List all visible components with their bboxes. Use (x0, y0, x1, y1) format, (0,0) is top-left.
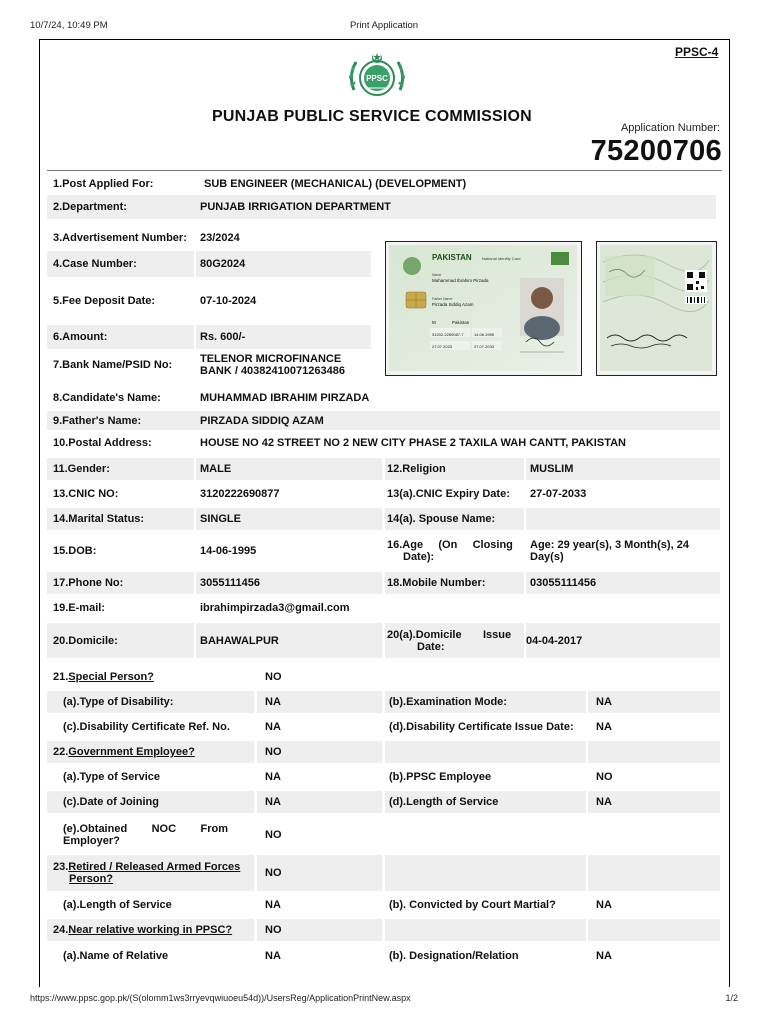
near-relative-value: NO (257, 919, 382, 941)
advertisement-value: 23/2024 (200, 232, 240, 244)
age-label-line1: 16.Age (On Closing (387, 539, 513, 551)
domicile-issue-label-line2: Date: (417, 640, 445, 653)
bank-value-line2: BANK / 40382410071263486 (200, 365, 345, 377)
ppsc-logo (344, 50, 410, 102)
case-value: 80G2024 (196, 251, 371, 277)
noc-label-line1: (e).Obtained NOC From (63, 823, 229, 835)
candidate-name-label: 8.Candidate's Name: (53, 392, 161, 404)
relative-name-value: NA (265, 950, 281, 962)
row-email (47, 598, 720, 618)
cnic-expiry-value: 27-07-2033 (530, 488, 587, 500)
domicile-issue-value: 04-04-2017 (526, 623, 720, 658)
certificate-ref-value: NA (265, 721, 281, 733)
designation-value: NA (596, 950, 612, 962)
commission-name: PUNJAB PUBLIC SERVICE COMMISSION (212, 108, 532, 125)
near-relative-blank-value (588, 919, 720, 941)
cnic-front-image (385, 241, 582, 376)
row-armed-service-length (47, 894, 720, 916)
certificate-ref-label: (c).Disability Certificate Ref. No. (63, 721, 230, 733)
amount-label: 6.Amount: (47, 325, 194, 349)
ppsc-employee-label: (b).PPSC Employee (389, 771, 492, 783)
designation-label: (b). Designation/Relation (389, 950, 519, 962)
row-noc (47, 817, 720, 853)
domicile-issue-label (385, 623, 524, 658)
marital-label: 14.Marital Status: (47, 508, 194, 530)
age-value-line2: Day(s) (530, 551, 564, 563)
domicile-value: BAHAWALPUR (196, 623, 382, 658)
certificate-date-value: NA (596, 721, 612, 733)
gender-value: MALE (196, 458, 382, 480)
row-domicile (47, 623, 720, 658)
armed-length-label: (a).Length of Service (63, 899, 172, 911)
noc-value: NO (265, 829, 282, 841)
near-relative-blank (385, 919, 586, 941)
card-date-of-expiry: 27.07.2033 (474, 344, 495, 349)
religion-label: 12.Religion (385, 458, 524, 480)
row-marital (47, 508, 720, 530)
government-employee-label (47, 741, 254, 763)
card-name: Muhammad Ibrahim Pirzada (432, 278, 489, 283)
case-label: 4.Case Number: (47, 251, 194, 277)
armed-forces-question-line1: Retired / Released Armed Forces (68, 861, 241, 873)
print-header (30, 20, 738, 34)
card-gender: M (432, 320, 436, 325)
row-government-employee (47, 741, 720, 763)
row-cnic (47, 483, 720, 505)
noc-label (63, 817, 249, 853)
age-label (387, 534, 521, 568)
armed-forces-blank-value (588, 855, 720, 891)
card-country: PAKISTAN (432, 253, 472, 262)
ppsc-employee-value: NO (596, 771, 613, 783)
special-person-prefix: 21. (53, 671, 69, 683)
row-candidate-name (47, 390, 720, 406)
row-bank (47, 351, 371, 379)
father-name-value: PIRZADA SIDDIQ AZAM (200, 414, 324, 427)
dob-value: 14-06-1995 (200, 545, 257, 557)
mobile-label: 18.Mobile Number: (385, 572, 524, 594)
department-label: 2.Department: (53, 201, 127, 213)
print-footer (30, 993, 738, 1007)
row-fee-date (47, 287, 371, 314)
armed-forces-label (47, 855, 254, 891)
court-martial-label: (b). Convicted by Court Martial? (389, 899, 556, 911)
card-date-of-birth: 14.06.1995 (474, 332, 495, 337)
row-disability-type (47, 691, 720, 713)
joining-label: (c).Date of Joining (47, 791, 254, 813)
row-department (47, 195, 716, 219)
row-post (47, 175, 720, 192)
service-type-value: NA (265, 771, 281, 783)
advertisement-label: 3.Advertisement Number: (53, 232, 187, 244)
mobile-value: 03055111456 (526, 572, 720, 594)
cnic-label: 13.CNIC NO: (53, 488, 119, 500)
service-type-label: (a).Type of Service (63, 771, 160, 783)
government-employee-value: NO (257, 741, 382, 763)
domicile-label: 20.Domicile: (47, 623, 194, 658)
row-father-name (47, 411, 720, 430)
spouse-label: 14(a). Spouse Name: (385, 508, 524, 530)
government-employee-blank-value (588, 741, 720, 763)
row-joining (47, 791, 720, 813)
armed-forces-prefix: 23. (53, 861, 69, 873)
amount-value: Rs. 600/- (196, 325, 371, 349)
address-value: HOUSE NO 42 STREET NO 2 NEW CITY PHASE 2 TAXILA WAH CANTT, PAKISTAN (200, 437, 626, 449)
cnic-value: 3120222690877 (200, 488, 280, 500)
religion-value: MUSLIM (526, 458, 720, 480)
print-page-title: Print Application (349, 20, 419, 31)
row-armed-forces (47, 855, 720, 891)
print-datetime: 10/7/24, 10:49 PM (30, 20, 108, 31)
gender-label: 11.Gender: (47, 458, 194, 480)
spouse-value (526, 508, 720, 530)
department-value: PUNJAB IRRIGATION DEPARTMENT (200, 201, 391, 213)
card-identity-number: 31202-2269087-7 (432, 332, 464, 337)
fee-date-label: 5.Fee Deposit Date: (53, 294, 156, 307)
joining-value: NA (257, 791, 382, 813)
dob-label: 15.DOB: (53, 545, 97, 557)
cnic-expiry-label: 13(a).CNIC Expiry Date: (387, 488, 510, 500)
domicile-issue-label-line1: 20(a).Domicile Issue (387, 628, 512, 641)
row-disability-certificate (47, 716, 720, 738)
phone-label: 17.Phone No: (47, 572, 194, 594)
age-value-line1: Age: 29 year(s), 3 Month(s), 24 (530, 539, 689, 551)
form-code: PPSC-4 (675, 45, 719, 59)
exam-mode-value: NA (588, 691, 720, 713)
fee-date-value: 07-10-2024 (200, 294, 257, 307)
government-employee-question: Government Employee? (68, 746, 195, 758)
near-relative-label (47, 919, 254, 941)
header-divider (47, 170, 722, 171)
father-name-label: 9.Father's Name: (53, 414, 142, 427)
row-phone (47, 572, 720, 594)
court-martial-value: NA (596, 899, 612, 911)
armed-forces-blank (385, 855, 586, 891)
special-person-question: Special Person? (68, 671, 154, 683)
card-title: National Identity Card (482, 256, 521, 261)
candidate-name-value: MUHAMMAD IBRAHIM PIRZADA (200, 392, 370, 404)
row-near-relative (47, 919, 720, 941)
bank-value-line1: TELENOR MICROFINANCE (200, 353, 342, 365)
row-advertisement (47, 229, 371, 247)
bank-value (200, 351, 345, 379)
disability-type-value: NA (257, 691, 382, 713)
noc-label-line2: Employer? (63, 835, 120, 847)
service-length-label: (d).Length of Service (385, 791, 586, 813)
logo-text: PPSC (366, 74, 388, 83)
marital-value: SINGLE (196, 508, 382, 530)
bank-label: 7.Bank Name/PSID No: (53, 359, 173, 371)
age-label-line2: Date): (403, 551, 435, 563)
row-amount (47, 325, 371, 349)
armed-length-value: NA (265, 899, 281, 911)
post-label: 1.Post Applied For: (53, 177, 154, 190)
relative-name-label: (a).Name of Relative (63, 950, 169, 962)
application-number: 75200706 (590, 135, 722, 167)
row-special-person (47, 666, 720, 688)
phone-value: 3055111456 (196, 572, 382, 594)
exam-mode-label: (b).Examination Mode: (385, 691, 586, 713)
disability-type-label: (a).Type of Disability: (47, 691, 254, 713)
email-value: ibrahimpirzada3@gmail.com (200, 602, 350, 614)
address-label: 10.Postal Address: (53, 437, 152, 449)
card-country-of-stay: Pakistan (452, 320, 470, 325)
card-name-caption: Name (432, 273, 442, 277)
card-father-caption: Father Name (432, 297, 453, 301)
print-page-number: 1/2 (725, 993, 738, 1003)
row-address (47, 434, 720, 452)
row-dob-age (47, 534, 720, 568)
row-service-type (47, 766, 720, 788)
age-value (530, 534, 718, 568)
row-case (47, 251, 371, 277)
application-number-label: Application Number: (620, 122, 720, 134)
government-employee-blank (385, 741, 586, 763)
print-url: https://www.ppsc.gop.pk/(S(olomm1ws3rryevqwiuoeu54d))/UsersReg/ApplicationPrintNew.aspx (30, 993, 411, 1003)
row-gender-religion (47, 458, 720, 480)
certificate-date-label: (d).Disability Certificate Issue Date: (389, 721, 574, 733)
armed-forces-value: NO (257, 855, 382, 891)
government-employee-prefix: 22. (53, 746, 69, 758)
special-person-label (53, 666, 154, 688)
armed-forces-question-line2: Person? (69, 873, 114, 885)
near-relative-prefix: 24. (53, 924, 69, 936)
row-relative-name (47, 945, 720, 967)
card-date-of-issue: 27.07.2023 (432, 344, 453, 349)
card-father-name: Pirzada Siddiq Azam (432, 302, 474, 307)
near-relative-question: Near relative working in PPSC? (68, 924, 233, 936)
special-person-value: NO (265, 671, 282, 683)
post-value: SUB ENGINEER (MECHANICAL) (DEVELOPMENT) (204, 177, 467, 190)
service-length-value: NA (588, 791, 720, 813)
cnic-back-image (596, 241, 717, 376)
email-label: 19.E-mail: (53, 602, 105, 614)
